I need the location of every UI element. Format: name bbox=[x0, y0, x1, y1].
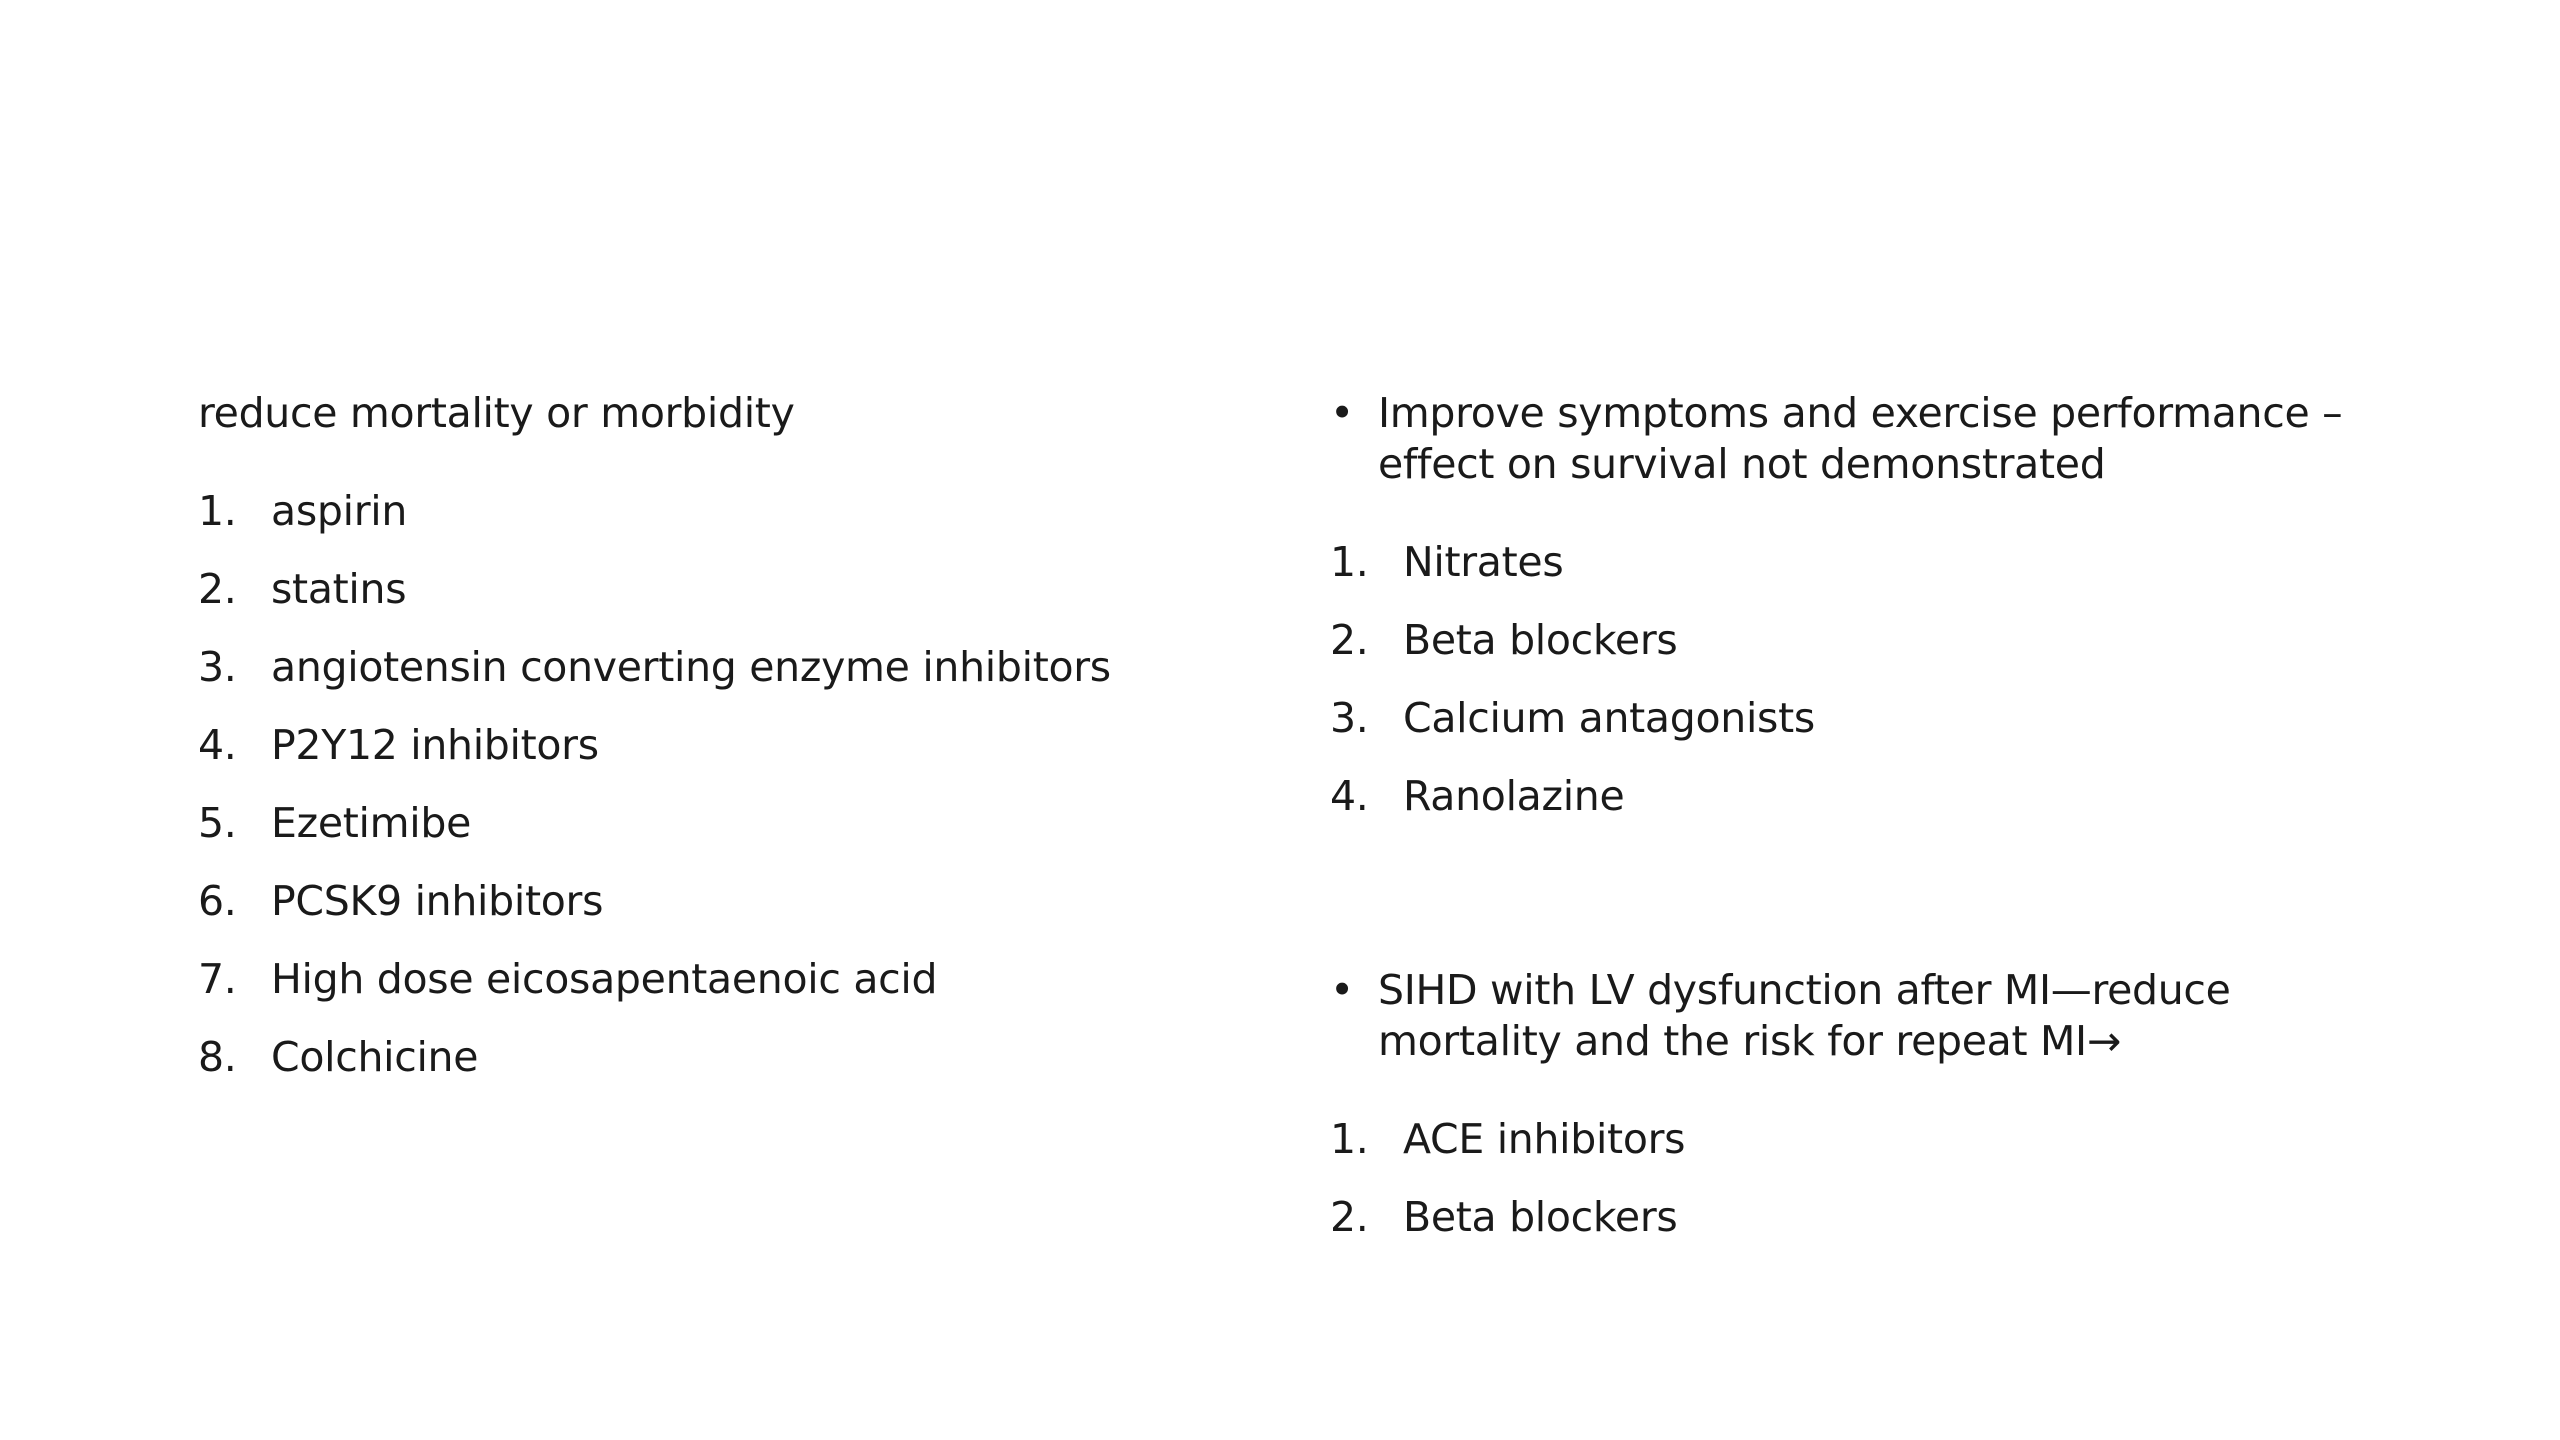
bullet-symptoms bbox=[1330, 388, 2430, 490]
list-number: 1. bbox=[1330, 538, 1369, 586]
list-label: Colchicine bbox=[271, 1033, 479, 1081]
bullet-line: effect on survival not demonstrated bbox=[1378, 440, 2106, 488]
list-label: angiotensin converting enzyme inhibitors bbox=[271, 643, 1111, 691]
list-number: 4. bbox=[1330, 772, 1369, 820]
list-label: Ranolazine bbox=[1403, 772, 1625, 820]
list-number: 2. bbox=[198, 565, 237, 613]
list-number: 4. bbox=[198, 721, 237, 769]
list-item bbox=[198, 876, 1298, 927]
list-number: 1. bbox=[198, 487, 237, 535]
list-label: High dose eicosapentaenoic acid bbox=[271, 955, 938, 1003]
list-item bbox=[198, 720, 1298, 771]
list-number: 3. bbox=[1330, 694, 1369, 742]
left-intro: reduce mortality or morbidity bbox=[198, 389, 795, 437]
list-label: P2Y12 inhibitors bbox=[271, 721, 599, 769]
list-number: 6. bbox=[198, 877, 237, 925]
left-numbered-list bbox=[198, 486, 1298, 1083]
list-item bbox=[1330, 1192, 2430, 1243]
list-label: Nitrates bbox=[1403, 538, 1564, 586]
bullet-line: mortality and the risk for repeat MI→ bbox=[1378, 1017, 2121, 1065]
bullet-line: SIHD with LV dysfunction after MI—reduce bbox=[1378, 966, 2231, 1014]
list-item bbox=[1330, 1114, 2430, 1165]
list-item bbox=[1330, 693, 2430, 744]
list-label: Beta blockers bbox=[1403, 616, 1678, 664]
list-label: PCSK9 inhibitors bbox=[271, 877, 604, 925]
list-item bbox=[198, 1032, 1298, 1083]
list-number: 7. bbox=[198, 955, 237, 1003]
list-number: 2. bbox=[1330, 1193, 1369, 1241]
list-item bbox=[198, 486, 1298, 537]
bullet-dot: • bbox=[1330, 389, 1354, 437]
list-label: Beta blockers bbox=[1403, 1193, 1678, 1241]
list-item bbox=[198, 798, 1298, 849]
list-label: Calcium antagonists bbox=[1403, 694, 1815, 742]
list-number: 1. bbox=[1330, 1115, 1369, 1163]
list-item bbox=[1330, 537, 2430, 588]
list-item bbox=[1330, 615, 2430, 666]
lv-drug-list bbox=[1330, 1114, 2430, 1243]
list-item bbox=[198, 564, 1298, 615]
list-number: 3. bbox=[198, 643, 237, 691]
list-item bbox=[198, 642, 1298, 693]
list-label: aspirin bbox=[271, 487, 408, 535]
list-label: statins bbox=[271, 565, 407, 613]
list-item bbox=[1330, 771, 2430, 822]
bullet-dot: • bbox=[1330, 966, 1354, 1014]
bullet-lv-dysfunction bbox=[1330, 965, 2430, 1067]
bullet-line: Improve symptoms and exercise performance – bbox=[1378, 389, 2343, 437]
left-column bbox=[198, 388, 1298, 1110]
list-label: Ezetimibe bbox=[271, 799, 471, 847]
list-number: 2. bbox=[1330, 616, 1369, 664]
list-number: 5. bbox=[198, 799, 237, 847]
spacer bbox=[1330, 849, 2430, 965]
symptom-drug-list bbox=[1330, 537, 2430, 822]
right-column bbox=[1330, 388, 2430, 1270]
list-item bbox=[198, 954, 1298, 1005]
list-label: ACE inhibitors bbox=[1403, 1115, 1686, 1163]
list-number: 8. bbox=[198, 1033, 237, 1081]
